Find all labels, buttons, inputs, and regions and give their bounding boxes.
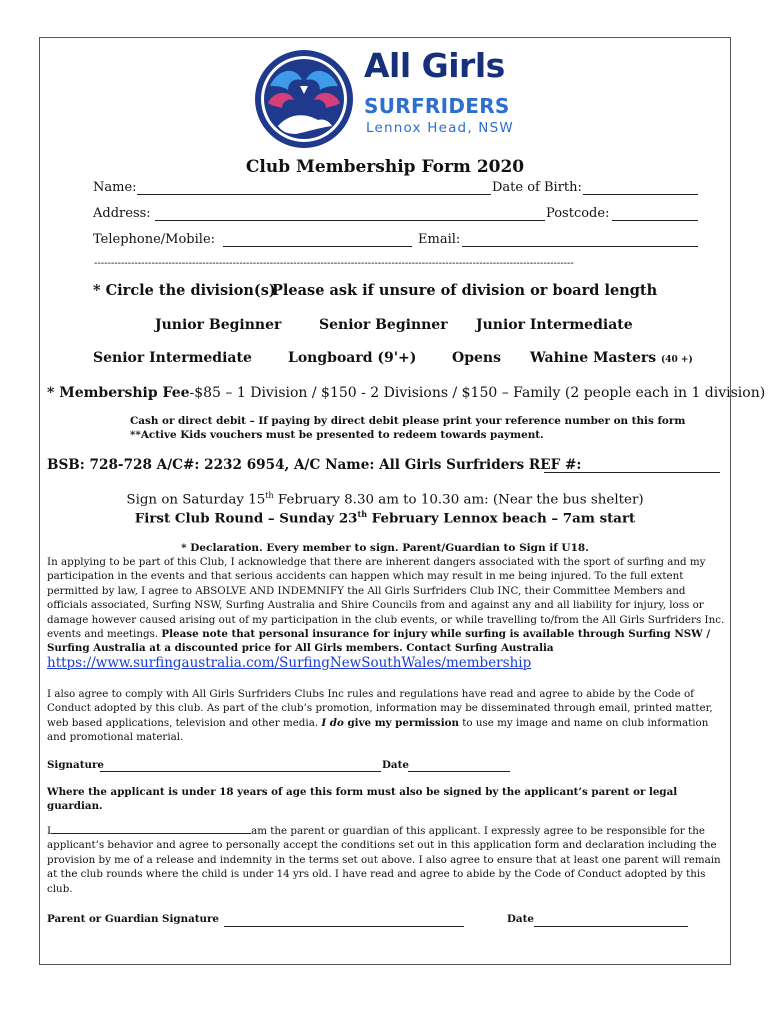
postcode-label: Postcode: bbox=[546, 206, 610, 221]
rules-give: give my permission bbox=[343, 716, 459, 729]
declaration-heading: * Declaration. Every member to sign. Parent/Guardian to Sign if U18. bbox=[181, 542, 589, 554]
form-title: Club Membership Form 2020 bbox=[245, 157, 525, 177]
rules-paragraph bbox=[47, 687, 727, 745]
logo-line-all-girls: All Girls bbox=[364, 46, 505, 85]
name-field[interactable] bbox=[137, 194, 491, 195]
name-label: Name: bbox=[93, 180, 137, 195]
logo-line-surfriders: SURFRIDERS bbox=[364, 94, 510, 118]
rules-pre: I also agree to comply with All Girls Surfriders Clubs Inc rules and regulations have read and agree to abide by the Code of Conduct adopted by this club. As part of the club’s promotion, information may be disseminated through email, printed matter, web based applications, television and other media. bbox=[47, 688, 713, 729]
under-18-note: Where the applicant is under 18 years of age this form must also be signed by the applicant’s parent or legal guardian. bbox=[47, 786, 678, 813]
division-opens[interactable]: Opens bbox=[452, 350, 501, 366]
club-logo bbox=[248, 48, 538, 150]
signature-field[interactable] bbox=[100, 771, 381, 772]
guardian-date-label: Date bbox=[507, 913, 534, 925]
division-longboard[interactable]: Longboard (9'+) bbox=[288, 350, 417, 366]
postcode-field[interactable] bbox=[612, 220, 698, 221]
round-post: February Lennox beach – 7am start bbox=[367, 510, 636, 527]
bank-details: BSB: 728-728 A/C#: 2232 6954, A/C Name: All Girls Surfriders REF #: bbox=[47, 457, 582, 473]
rules-ido: I do bbox=[321, 716, 344, 729]
signon-sup: th bbox=[265, 491, 274, 500]
email-field[interactable] bbox=[462, 246, 698, 247]
fee-label: * Membership Fee bbox=[47, 385, 190, 401]
surfriders-emblem-icon bbox=[248, 48, 360, 150]
phone-label: Telephone/Mobile: bbox=[93, 232, 216, 247]
signon-pre: Sign on Saturday 15 bbox=[126, 492, 266, 508]
signature-date-label: Date bbox=[382, 759, 409, 771]
fee-text: -$85 – 1 Division / $150 - 2 Divisions / $150 – Family (2 people each in 1 division) bbox=[189, 385, 766, 401]
dob-field[interactable] bbox=[583, 194, 698, 195]
email-label: Email: bbox=[418, 232, 461, 247]
division-senior-intermediate[interactable]: Senior Intermediate bbox=[93, 350, 252, 366]
division-ask-note: Please ask if unsure of division or board length bbox=[272, 282, 658, 299]
division-heading: * Circle the division(s) bbox=[93, 282, 276, 299]
wahine-masters-label: Wahine Masters bbox=[530, 350, 657, 366]
declaration-text: In applying to be part of this Club, I acknowledge that there are inherent dangers associated with the sport of surfing and my participation in the events and that serious accidents can happen which may result in me being injured. To the full extent permitted by law, I agree to ABSOLVE AND INDEMNIFY the All Girls Surfriders Club INC, their Committee Members and officials associated, Surfing NSW, Surfing Australia and Shire Councils from and against any and all liability for injury, loss or damage however caused arising out of my participation in the club events, or while travelling to/from the All Girls Surfriders Inc. events and meetings. bbox=[47, 556, 725, 641]
rules-post: to use my image and name on club information and promotional material. bbox=[47, 716, 709, 744]
wahine-age-note: (40 +) bbox=[661, 355, 693, 365]
round-pre: First Club Round – Sunday 23 bbox=[134, 510, 358, 527]
guardian-paragraph bbox=[47, 824, 727, 896]
logo-line-location: Lennox Head, NSW bbox=[366, 120, 514, 136]
division-wahine-masters[interactable] bbox=[530, 350, 693, 366]
payment-note-2: **Active Kids vouchers must be presented to redeem towards payment. bbox=[130, 429, 544, 441]
membership-fee bbox=[47, 385, 765, 401]
insurance-note: Please note that personal insurance for injury while surfing is available through Surfing NSW / Surfing Australia at a discounted price for All Girls members. Contact Surfing Australia bbox=[47, 628, 711, 655]
guardian-signature-field[interactable] bbox=[224, 926, 464, 927]
guardian-text: am the parent or guardian of this applicant. I expressly agree to be responsible for the applicant’s behavior and agree to personally accept the conditions set out in this application form and declaration including the provision by me of a release and indemnity in the terms set out above. I also agree to ensure that at least one parent will remain at the club rounds where the child is under 14 yrs old. I have read and agree to abide by the Code of Conduct adopted by this club. bbox=[47, 825, 721, 895]
address-field[interactable] bbox=[155, 220, 545, 221]
first-round-info bbox=[0, 509, 770, 526]
phone-field[interactable] bbox=[223, 246, 412, 247]
sign-on-info bbox=[0, 491, 770, 507]
guardian-i: I bbox=[47, 825, 52, 837]
declaration-body bbox=[47, 555, 727, 671]
separator-dashes: ---------------------------------------------------------------------------------------------------------------------------------------------- bbox=[94, 258, 574, 269]
guardian-date-field[interactable] bbox=[534, 926, 688, 927]
address-label: Address: bbox=[93, 206, 151, 221]
dob-label: Date of Birth: bbox=[492, 180, 582, 195]
guardian-signature-label: Parent or Guardian Signature bbox=[47, 913, 219, 925]
guardian-name-field[interactable] bbox=[51, 824, 251, 834]
round-sup: th bbox=[357, 509, 368, 519]
surfing-australia-link[interactable]: https://www.surfingaustralia.com/SurfingNewSouthWales/membership bbox=[47, 654, 532, 671]
payment-note-1: Cash or direct debit – If paying by direct debit please print your reference number on this form bbox=[130, 415, 686, 427]
signature-date-field[interactable] bbox=[408, 771, 510, 772]
signon-post: February 8.30 am to 10.30 am: (Near the bus shelter) bbox=[273, 492, 644, 508]
division-junior-intermediate[interactable]: Junior Intermediate bbox=[476, 317, 633, 333]
division-junior-beginner[interactable]: Junior Beginner bbox=[155, 317, 282, 333]
ref-field[interactable] bbox=[544, 472, 720, 473]
signature-label: Signature bbox=[47, 759, 104, 771]
division-senior-beginner[interactable]: Senior Beginner bbox=[319, 317, 448, 333]
